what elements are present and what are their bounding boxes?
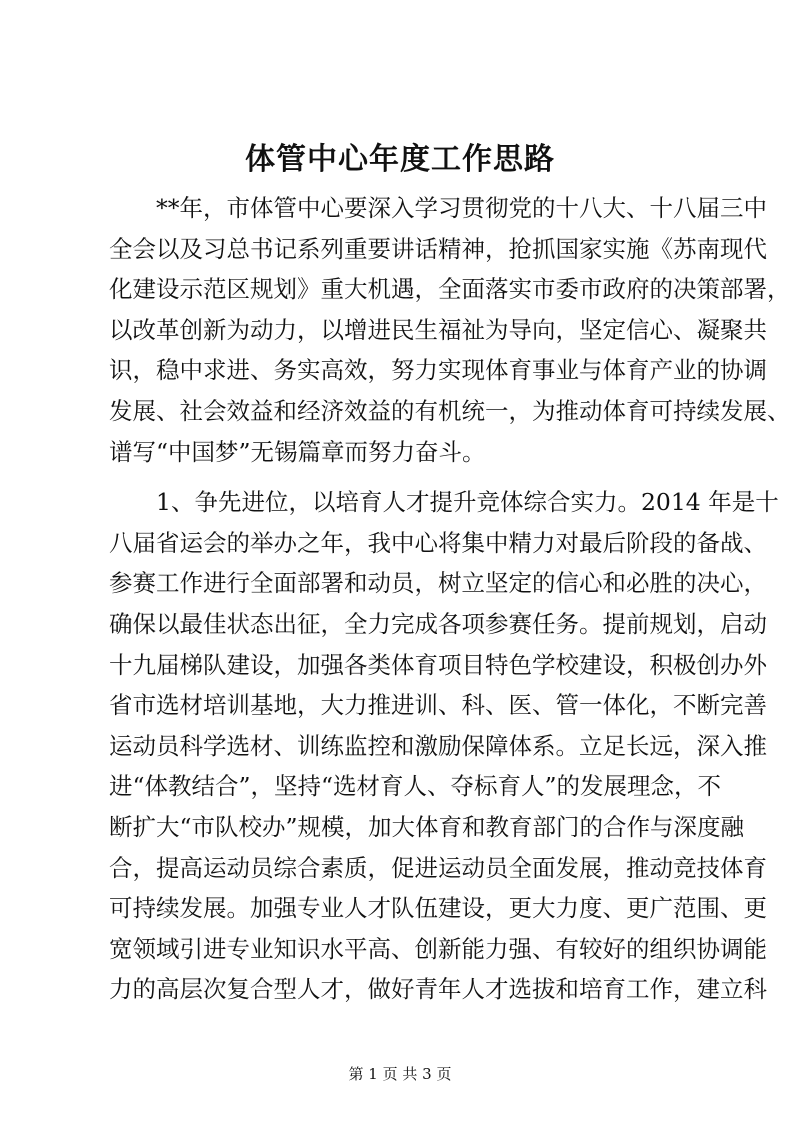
paragraph-1-line-2: 全会以及习总书记系列重要讲话精神，抢抓国家实施《苏南现代: [109, 234, 767, 263]
paragraph-2-line-4: 确保以最佳状态出征，全力完成各项参赛任务。提前规划，启动: [109, 609, 767, 638]
paragraph-2-line-6: 省市选材培训基地，大力推进训、科、医、管一体化，不断完善: [109, 691, 767, 720]
paragraph-2-line-12: 宽领域引进专业知识水平高、创新能力强、有较好的组织协调能: [109, 934, 767, 963]
paragraph-2-line-8: 进“体教结合”，坚持“选材育人、夺标育人”的发展理念，不: [109, 772, 722, 801]
paragraph-2-line-10: 合，提高运动员综合素质，促进运动员全面发展，推动竞技体育: [109, 853, 767, 882]
paragraph-2-line-3: 参赛工作进行全面部署和动员，树立坚定的信心和必胜的决心，: [109, 569, 767, 598]
page-footer: 第 1 页 共 3 页: [348, 1065, 452, 1083]
paragraph-1-line-7: 谱写“中国梦”无锡篇章而努力奋斗。: [109, 437, 486, 466]
document-body: [109, 188, 791, 1010]
paragraph-gap: [109, 472, 709, 482]
paragraph-1-line-3: 化建设示范区规划》重大机遇，全面落实市委市政府的决策部署，: [109, 275, 791, 304]
paragraph-2-line-13: 力的高层次复合型人才，做好青年人才选拔和培育工作，建立科: [109, 975, 767, 1004]
paragraph-2-line-9: 断扩大“市队校办”规模，加大体育和教育部门的合作与深度融: [109, 812, 745, 841]
paragraph-1-line-6: 发展、社会效益和经济效益的有机统一，为推动体育可持续发展、: [109, 396, 791, 425]
document-title: 体管中心年度工作思路: [245, 142, 555, 177]
paragraph-1-line-4: 以改革创新为动力，以增进民生福祉为导向，坚定信心、凝聚共: [109, 315, 767, 344]
paragraph-2-line-7: 运动员科学选材、训练监控和激励保障体系。立足长远，深入推: [109, 731, 767, 760]
paragraph-2-line-1: 1、争先进位，以培育人才提升竞体综合实力。2014 年是十: [156, 488, 779, 517]
paragraph-2-line-5: 十九届梯队建设，加强各类体育项目特色学校建设，积极创办外: [109, 650, 767, 679]
paragraph-1-line-1: **年，市体管中心要深入学习贯彻党的十八大、十八届三中: [156, 194, 767, 222]
paragraph-2-line-2: 八届省运会的举办之年，我中心将集中精力对最后阶段的备战、: [109, 528, 767, 557]
paragraph-1-line-5: 识，稳中求进、务实高效，努力实现体育事业与体育产业的协调: [109, 356, 767, 385]
paragraph-2-line-11: 可持续发展。加强专业人才队伍建设，更大力度、更广范围、更: [109, 894, 767, 923]
